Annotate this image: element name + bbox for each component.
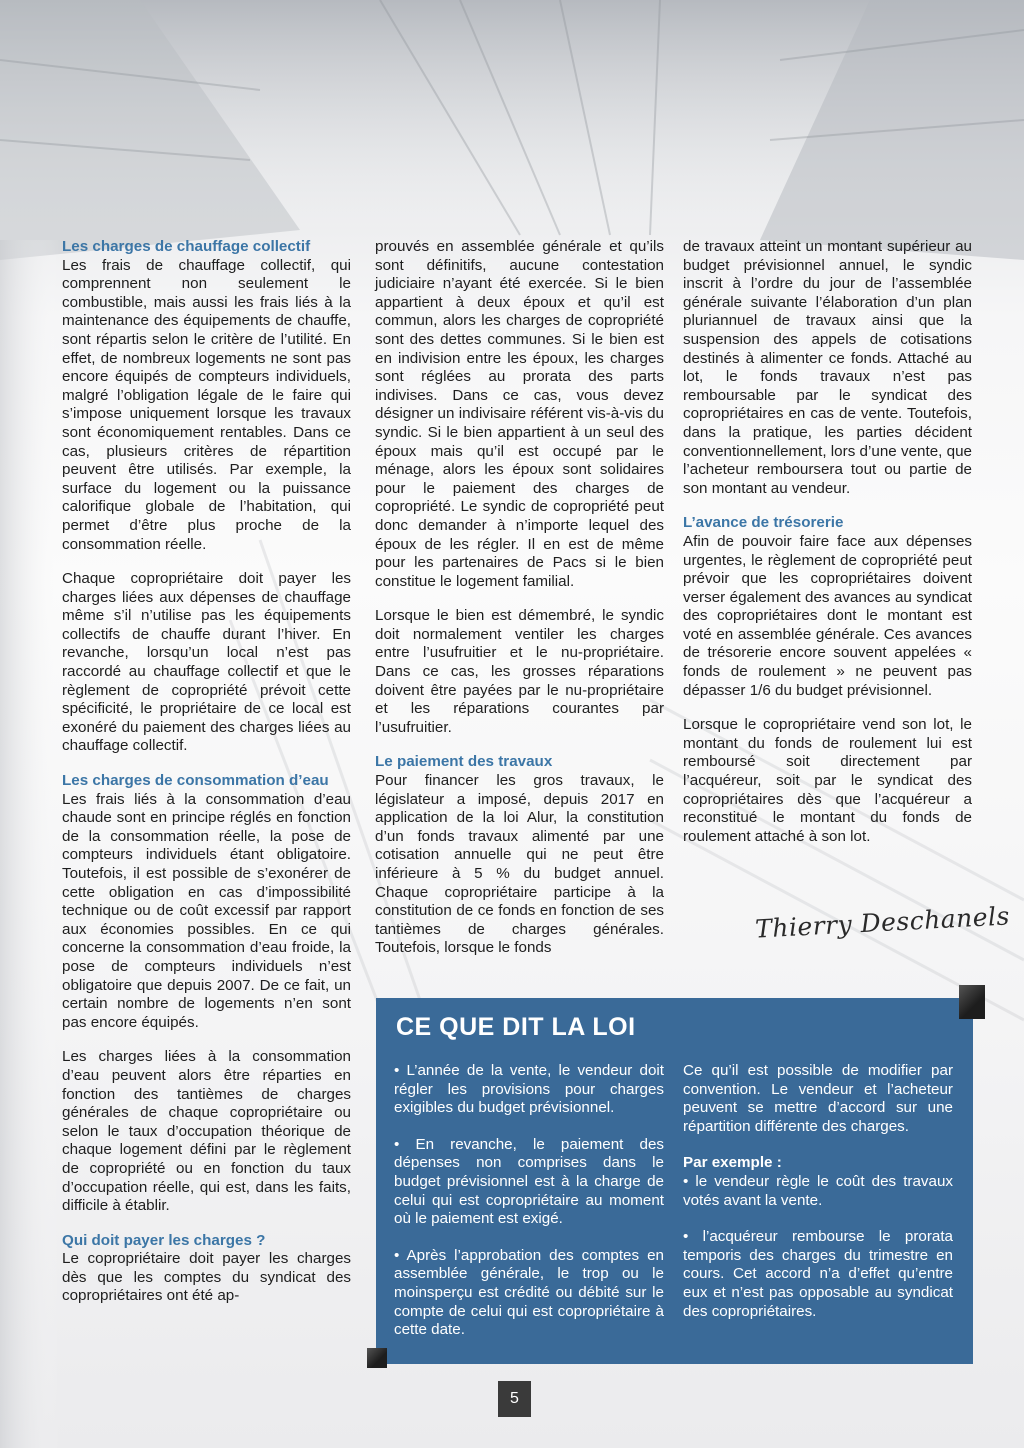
law-box-example: • l’acquéreur rembourse le prorata temporis des charges du trimestre en cours. Cet accord n’a d’effet qu’entre eux et n’est pas opposable au syndicat des copropriétaires. [683,1228,953,1320]
law-box-bullet: • En revanche, le paiement des dépenses non comprises dans le budget prévisionnel est à la charge de celui qui est copropriétaire au moment où le paiement est exigé. [394,1135,664,1228]
paragraph: Le copropriétaire doit payer les charges dès que les comptes du syndicat des copropriétaires ont été ap- [62,1250,351,1305]
text-column-1 [62,238,351,1322]
section-heading-works-payment: Le paiement des travaux [375,753,553,771]
decorative-square-top-right [959,985,985,1019]
text-column-3 [683,238,972,862]
paragraph: prouvés en assemblée générale et qu’ils sont définitifs, aucune contestation judiciaire n’ayant été exercée. Si le bien appartient à deux époux et qu’il est commun, alors les charges de copropriété sont des dettes communes. Si le bien est en indivision entre les époux, les charges sont réglées au prorata des parts indivises. Dans ce cas, vous devez désigner un indivisaire référent vis-à-vis du syndic. Si le bien appartient à un seul des époux mais qu’il est occupé par le ménage, alors les époux sont solidaires pour le paiement des charges de copropriété. Le syndic de copropriété peut donc demander à n’importe lequel des époux de les régler. Il en est de même pour les partenaires de Pacs si le bien constitue le logement familial. [375,238,664,590]
paragraph: Pour financer les gros travaux, le législateur a imposé, depuis 2017 en application de la loi Alur, la constitution d’un fonds travaux alimenté par une cotisation annuelle qui ne peut être inférieure à 5 % du budget annuel. Chaque copropriétaire participe à la constitution de ce fonds en fonction de ses tantièmes de charges générales. Toutefois, lorsque le fonds [375,772,664,957]
section-heading-who-pays: Qui doit payer les charges ? [62,1231,266,1249]
author-signature: Thierry Deschanels [754,901,1011,944]
page-number: 5 [498,1381,531,1417]
section-heading-water-consumption: Les charges de consommation d’eau [62,772,329,790]
section-heading-collective-heating: Les charges de chauffage collectif [62,238,311,255]
paragraph: de travaux atteint un montant supérieur au budget prévisionnel annuel, le syndic inscrit à l’ordre du jour de l’assemblée générale suivante l’élaboration d’un plan pluriannuel de travaux ainsi que la suspension des appels de cotisations destinés à alimenter ce fonds. Attaché au lot, le fonds travaux n’est pas remboursable par le syndicat des copropriétaires en cas de vente. Toutefois, dans la pratique, les parties décident conventionnellement, lors d’une vente, que l’acheteur remboursera tout ou partie de son montant au vendeur. [683,238,972,497]
paragraph: Lorsque le copropriétaire vend son lot, le montant du fonds de roulement lui est remboursé soit directement par l’acquéreur, soit par le syndicat des copropriétaires dès que l’acquéreur a reconstitué le montant du fonds de roulement attaché à son lot. [683,716,972,845]
law-box-right-column [683,1062,953,1339]
law-box-bullet: • Après l’approbation des comptes en assemblée générale, le trop ou le moinsperçu est crédité ou débité sur le compte de celui qui est copropriétaire à cette date. [394,1246,664,1339]
law-box-left-column [394,1062,664,1358]
paragraph: Les frais liés à la consommation d’eau chaude sont en principe réglés en fonction de la consommation réelle, la pose de compteurs individuels étant obligatoire. Toutefois, il est possible de s’exonérer de cette obligation en cas d’impossibilité technique ou de coût excessif par rapport aux économies possibles. En ce qui concerne la consommation d’eau froide, la pose de compteurs individuels n’est obligatoire que depuis 2007. De ce fait, un certain nombre de logements n’en sont pas encore équipés. [62,790,351,1031]
paragraph: Afin de pouvoir faire face aux dépenses urgentes, le règlement de copropriété peut prévoir que les copropriétaires doivent verser également des avances au syndicat des copropriétaires dont le montant est voté en assemblée générale. Ces avances de trésorerie encore souvent appelées « fonds de roulement » ne peuvent pas dépasser 1/6 du budget prévisionnel. [683,532,972,699]
section-heading-cash-advance: L’avance de trésorerie [683,514,844,532]
paragraph: Les charges liées à la consommation d’eau peuvent alors être réparties en fonction des tantièmes de charges générales de chaque copropriétaire ou selon le taux d’occupation théorique de chaque logement défini par le règlement de copropriété ou en fonction du taux d’occupation réelle, qui est, dans les faits, difficile à établir. [62,1048,351,1215]
paragraph: Chaque copropriétaire doit payer les charges liées aux dépenses de chauffage même s’il n’utilise pas les équipements collectifs de chauffe durant l’hiver. En revanche, lorsqu’un local n’est pas raccordé au chauffage collectif et que le règlement de copropriété prévoit cette spécificité, le propriétaire de ce local est exonéré du paiement des charges liées au chauffage collectif. [62,570,351,755]
law-box-intro: Ce qu’il est possible de modifier par convention. Le vendeur et l’acheteur peuvent se mettre d’accord sur une répartition différente des charges. [683,1062,953,1135]
law-box-example: • le vendeur règle le coût des travaux votés avant la vente. [683,1172,953,1209]
paragraph: Lorsque le bien est démembré, le syndic doit normalement ventiler les charges entre l’usufruitier et le nu-propriétaire. Dans ce cas, les grosses réparations doivent être payées par le nu-propriétaire et les réparations courantes par l’usufruitier. [375,607,664,736]
law-box-bullet: • L’année de la vente, le vendeur doit régler les provisions pour charges exigibles du budget prévisionnel. [394,1062,664,1117]
law-box-title: CE QUE DIT LA LOI [396,1013,636,1041]
text-column-2 [375,238,664,974]
law-box-example-label: Par exemple : [683,1154,782,1172]
decorative-square-bottom-left [367,1348,387,1368]
paragraph: Les frais de chauffage collectif, qui comprennent non seulement le combustible, mais aussi les frais liés à la maintenance des équipements de chauffe, sont répartis selon le critère de l’utilité. En effet, de nombreux logements ne sont pas encore équipés de compteurs individuels, malgré l’obligation légale de le faire qui s’impose uniquement lorsque les travaux sont économiquement rentables. Dans ce cas, plusieurs critères de répartition peuvent être utilisés. Par exemple, la surface du logement ou la puissance calorifique globale de l’habitation, qui permet d’être plus proche de la consommation réelle. [62,256,351,553]
law-info-box [376,998,973,1364]
